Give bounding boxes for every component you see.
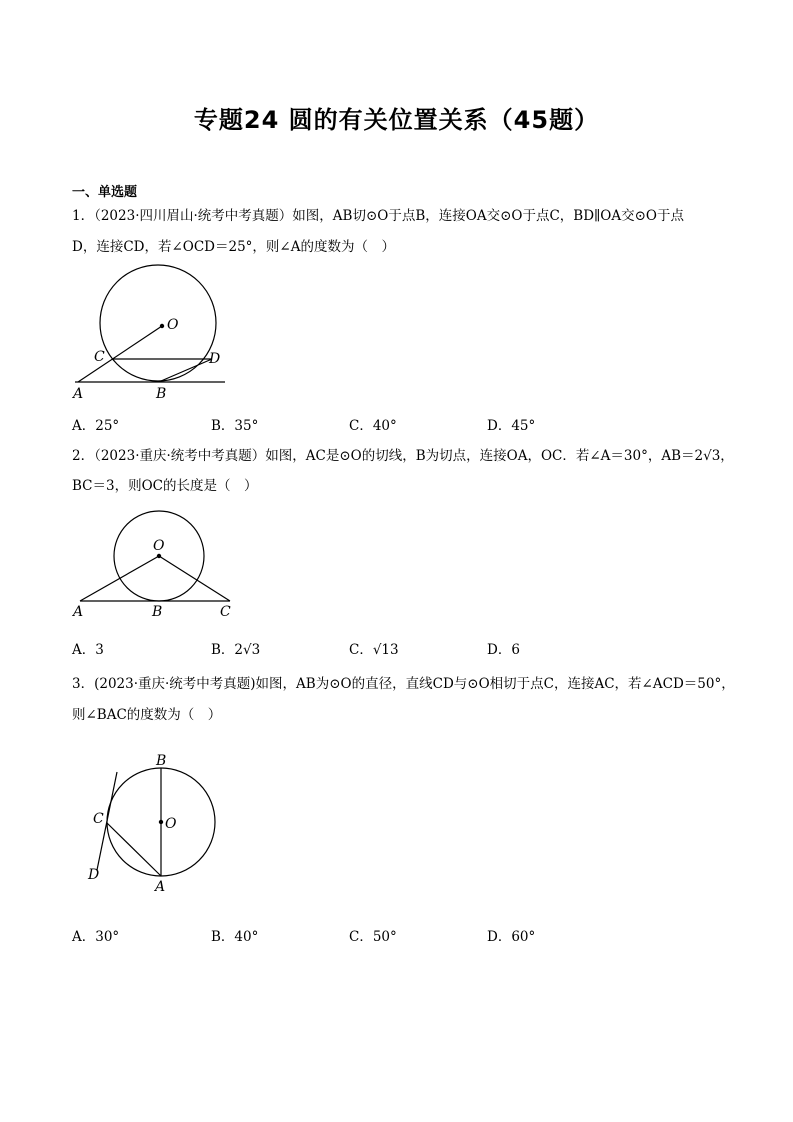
label-b: B	[156, 386, 167, 402]
question-3-figure	[80, 748, 230, 898]
label-o: O	[153, 538, 165, 554]
option-c[interactable]: C．40°	[349, 418, 397, 434]
center-point-o	[157, 554, 161, 558]
option-c[interactable]: C．√13	[349, 642, 399, 658]
segment-oa	[80, 556, 159, 601]
question-1-text-line-2: D，连接CD，若∠OCD＝25°，则∠A的度数为（ ）	[72, 239, 395, 255]
question-1-figure	[70, 260, 230, 402]
question-3-text-line-1: 3．(2023·重庆·统考中考真题)如图，AB为⊙O的直径，直线CD与⊙O相切于点C，连接AC，若∠ACD＝50°，	[72, 676, 735, 692]
label-a: A	[73, 386, 84, 402]
label-a: A	[73, 604, 84, 620]
page-title: 专题24 圆的有关位置关系（45题）	[193, 106, 600, 134]
label-d: D	[88, 867, 100, 883]
question-1-text-line-1: 1．（2023·四川眉山·统考中考真题）如图，AB切⊙O于点B，连接OA交⊙O于点C，BD∥OA交⊙O于点	[72, 208, 684, 224]
option-d[interactable]: D．6	[487, 642, 520, 658]
section-heading: 一、单选题	[72, 185, 138, 200]
option-d[interactable]: D．45°	[487, 418, 536, 434]
option-d[interactable]: D．60°	[487, 929, 536, 945]
option-a[interactable]: A．25°	[72, 418, 120, 434]
option-c[interactable]: C．50°	[349, 929, 397, 945]
segment-oc	[159, 556, 230, 601]
option-a[interactable]: A．3	[72, 642, 104, 658]
label-o: O	[167, 317, 179, 333]
label-c: C	[93, 811, 104, 827]
option-b[interactable]: B．2√3	[211, 642, 261, 658]
segment-bd	[161, 359, 212, 381]
center-point-o	[160, 324, 164, 328]
label-c: C	[220, 604, 231, 620]
label-a: A	[155, 879, 166, 895]
circle-o	[100, 265, 216, 381]
question-2-figure	[70, 505, 240, 620]
label-d: D	[209, 351, 221, 367]
option-b[interactable]: B．40°	[211, 929, 259, 945]
label-o: O	[165, 816, 177, 832]
segment-oa	[78, 326, 162, 382]
label-b: B	[156, 753, 167, 769]
option-a[interactable]: A．30°	[72, 929, 120, 945]
center-point-o	[159, 820, 163, 824]
label-b: B	[152, 604, 163, 620]
option-b[interactable]: B．35°	[211, 418, 259, 434]
question-2-text-line-1: 2．（2023·重庆·统考中考真题）如图，AC是⊙O的切线，B为切点，连接OA，OC．若∠A＝30°，AB＝2√3，	[72, 448, 734, 464]
question-2-text-line-2: BC＝3，则OC的长度是（ ）	[72, 478, 258, 494]
question-3-text-line-2: 则∠BAC的度数为（ ）	[72, 707, 222, 723]
label-c: C	[94, 349, 105, 365]
